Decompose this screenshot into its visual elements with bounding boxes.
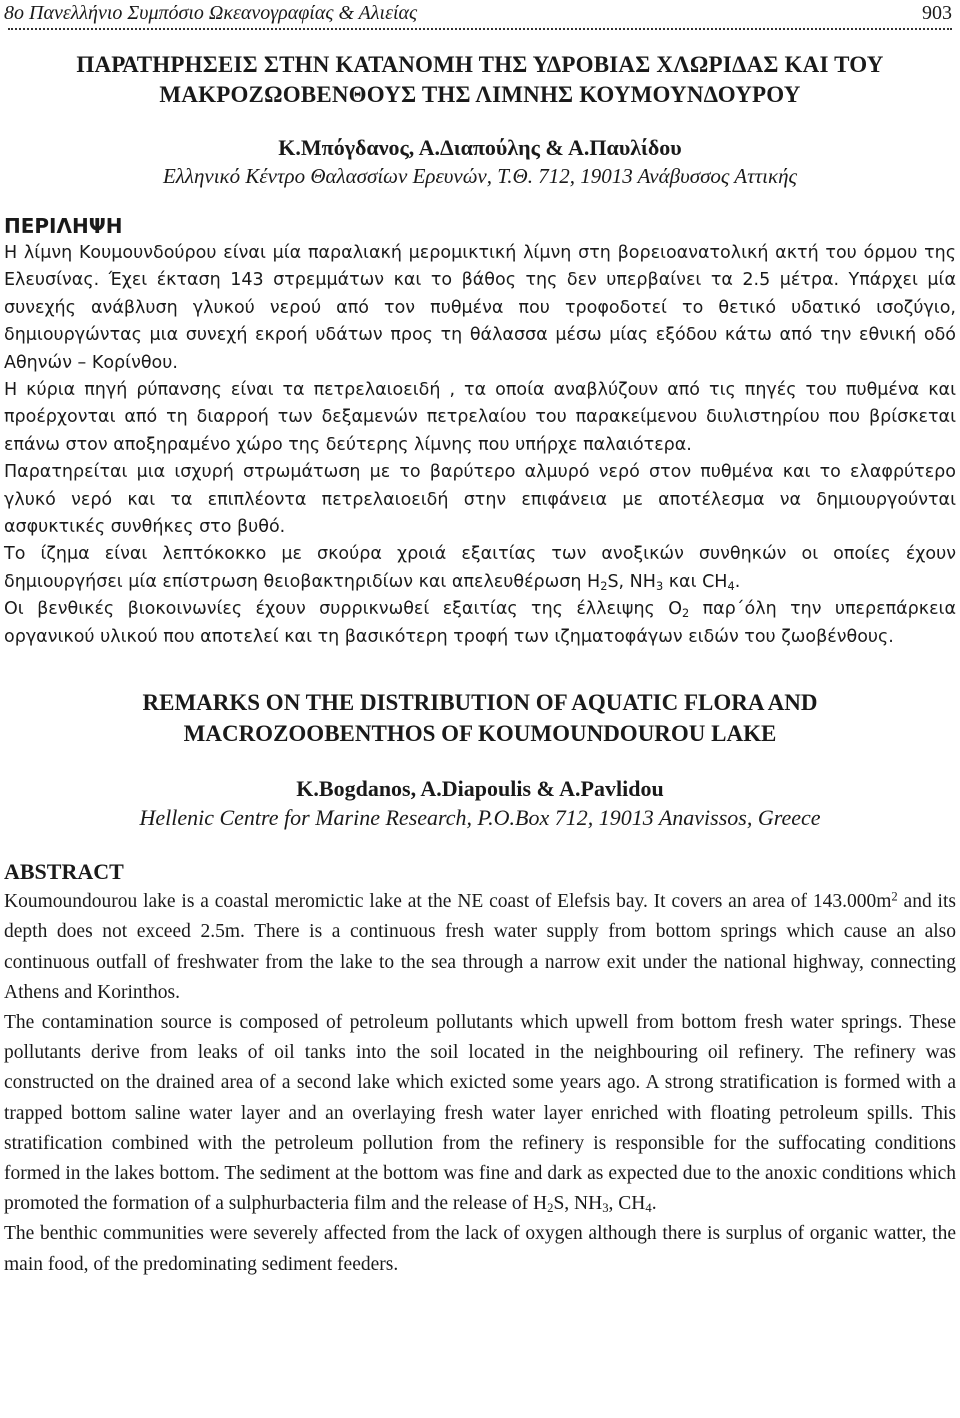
english-affiliation: Hellenic Centre for Marine Research, P.O.Box 712, 19013 Anavissos, Greece [139,805,821,831]
greek-abstract-heading: ΠΕΡΙΛΗΨΗ [4,214,123,238]
greek-paragraph-3: Παρατηρείται μια ισχυρή στρωμάτωση με το βαρύτερο αλμυρό νερό στον πυθμένα και το ελαφρύτερο γλυκό νερό και τα επιπλέοντα πετρελαιοειδή στην επιφάνεια με αποτέλεσμα να δημιουργούνται ασφυκτικές συνθήκες στο βυθό. [4,462,956,538]
greek-title-line-1: ΠΑΡΑΤΗΡΗΣΕΙΣ ΣΤΗΝ ΚΑΤΑΝΟΜΗ ΤΗΣ ΥΔΡΟΒΙΑΣ ΧΛΩΡΙΔΑΣ ΚΑΙ ΤΟΥ [76,52,884,77]
greek-affiliation: Ελληνικό Κέντρο Θαλασσίων Ερευνών, Τ.Θ. 712, 19013 Ανάβυσσος Αττικής [162,164,798,188]
greek-paragraph-1: Η λίμνη Κουμουνδούρου είναι μία παραλιακή μερομικτική λίμνη στη βορειοανατολική ακτή του όρμου της Ελευσίνας. Έχει έκταση 143 στρεμμάτων και το βάθος της δεν υπερβαίνει τα 2.5 μέτρα. Υπάρχει μία συνεχής ανάβλυση γλυκού νερού από τον πυθμένα που τροφοδοτεί το θετικό υδατικό ισοζύγιο, δημιουργώντας μια συνεχή εκροή υδάτων προς τη θάλασσα μέσω μίας εξόδου κάτω από την εθνική οδό Αθηνών – Κορίνθου. [4,243,956,373]
greek-paragraph-5: Οι βενθικές βιοκοινωνίες έχουν συρρικνωθεί εξαιτίας της έλλειψης $O_2$ παρ΄όλη την υπερεπάρκεια οργανικού υλικού που αποτελεί και τη βασικότερη τροφή των ιζηματοφάγων ειδών του ζωοβένθους. [4,599,956,647]
greek-paragraph-4: Το ίζημα είναι λεπτόκοκκο με σκούρα χροιά εξαιτίας των ανοξικών συνθηκών οι οποίες έχουν δημιουργήσει μία επίστρωση θειοβακτηριδίων και απελευθέρωση $H_2S$, $NH_3$ και $CH_4$. [4,544,956,593]
greek-title-line-2: ΜΑΚΡΟΖΩΟΒΕΝΘΟΥΣ ΤΗΣ ΛΙΜΝΗΣ ΚΟΥΜΟΥΝΔΟΥΡΟΥ [159,82,801,107]
english-authors: K.Bogdanos, A.Diapoulis & A.Pavlidou [296,776,664,802]
header-dotted-rule [8,28,952,30]
english-title-line-2: MACROZOOBENTHOS OF KOUMOUNDOUROU LAKE [183,721,777,747]
greek-abstract-body [4,240,956,651]
english-paragraph-1: Koumoundourou lake is a coastal meromictic lake at the NE coast of Elefsis bay. It covers an area of $143.000m^2$ and its depth does not exceed 2.5m. There is a continuous fresh water supply from bottom springs which cause an also continuous outfall of freshwater from the lake to the sea through a narrow exit under the national highway, connecting Athens and Korinthos. [4,889,956,1003]
english-abstract-heading: ABSTRACT [4,859,124,885]
running-header [4,0,956,30]
english-title-line-1: REMARKS ON THE DISTRIBUTION OF AQUATIC FLORA AND [142,690,818,716]
greek-authors: Κ.Μπόγδανος, Α.Διαπούλης & Α.Παυλίδου [278,135,682,160]
greek-paragraph-2: Η κύρια πηγή ρύπανσης είναι τα πετρελαιοειδή , τα οποία αναβλύζουν από τις πηγές του πυθμένα και προέρχονται από τη διαρροή των δεξαμενών πετρελαίου του παρακείμενου διυλιστηρίου που βρίσκεται επάνω στον αποξηραμένο χώρο της δεύτερης λίμνης που υπήρχε παλαιότερα. [4,380,956,455]
conference-name: 8ο Πανελλήνιο Συμπόσιο Ωκεανογραφίας & Αλιείας [4,2,418,24]
english-title [4,687,956,749]
english-paragraph-2: The contamination source is composed of petroleum pollutants which upwell from bottom fresh water springs. These pollutants derive from leaks of oil tanks into the soil located in the neighbouring oil refinery. The refinery was constructed on the drained area of a second lake which exicted some years ago. A strong stratification is formed with a trapped bottom saline water layer and an overlaying fresh water layer enriched with floating petroleum spills. This stratification combined with the petroleum pollution from the refinery is responsible for the suffocating conditions formed in the lakes bottom. The sediment at the bottom was fine and dark as expected due to the anoxic conditions which promoted the formation of a sulphurbacteria film and the release of $H_2S$, $NH_3$, $CH_4$. [4,1011,956,1216]
english-abstract-body [4,887,956,1280]
page-number: 903 [922,2,952,24]
english-paragraph-3: The benthic communities were severely affected from the lack of oxygen although there is surplus of organic watter, the main food, of the predominating sediment feeders. [4,1223,956,1275]
greek-title [4,50,956,110]
